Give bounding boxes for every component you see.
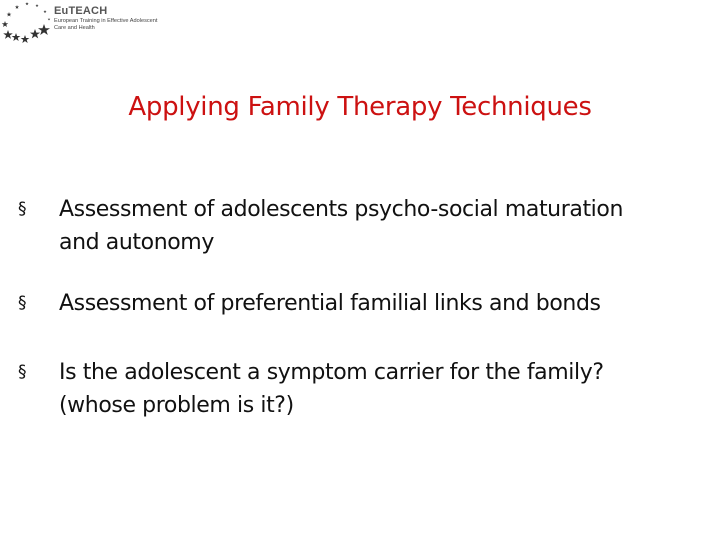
bullet-item	[18, 287, 718, 320]
logo-title: EuTEACH	[54, 5, 108, 17]
bullet-marker-icon: §	[18, 362, 27, 382]
bullet-text: Is the adolescent a symptom carrier for the family? (whose problem is it?)	[59, 360, 604, 418]
bullet-text: Assessment of adolescents psycho-social maturation and autonomy	[59, 197, 623, 255]
logo-subtitle-line-1: European Training in Effective Adolescent	[54, 18, 158, 24]
bullet-item	[18, 193, 718, 259]
star-arc-icon	[0, 0, 56, 48]
bullet-marker-icon: §	[18, 293, 27, 313]
bullet-text: Assessment of preferential familial links and bonds	[59, 291, 601, 316]
euteach-logo	[0, 0, 160, 50]
slide-title: Applying Family Therapy Techniques	[128, 92, 592, 122]
logo-subtitle-line-2: Care and Health	[54, 25, 95, 31]
bullet-item	[18, 356, 718, 422]
bullet-marker-icon: §	[18, 199, 27, 219]
